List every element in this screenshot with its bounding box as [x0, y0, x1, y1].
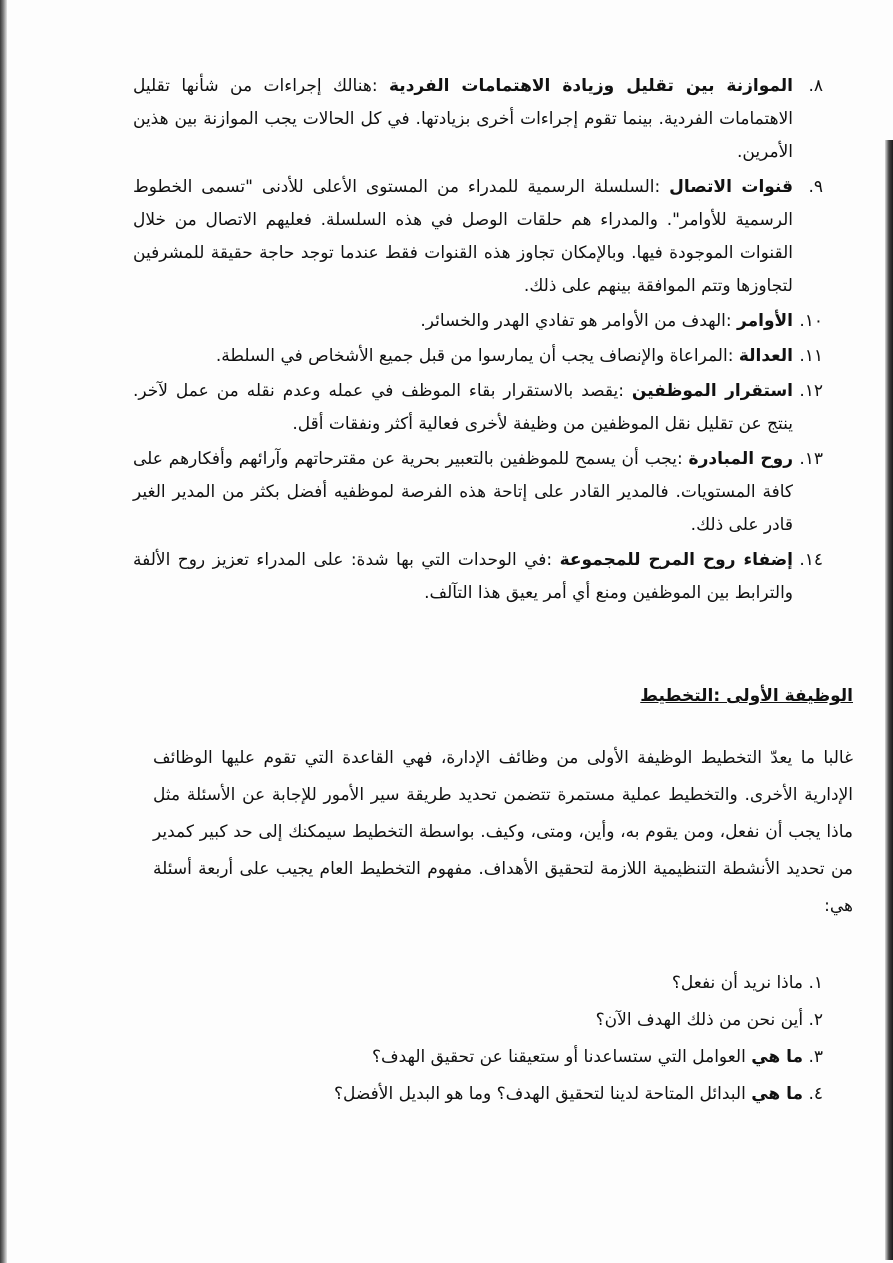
question-text: ٢. أين نحن من ذلك الهدف الآن؟	[595, 1010, 823, 1030]
item-title: قنوات الاتصال	[669, 177, 793, 197]
item-text: :هنالك إجراءات من شأنها تقليل الاهتمامات الفردية. بينما تقوم إجراءات أخرى بزيادتها. في كل الحالات يجب الموازنة بين هذين الأمرين.	[133, 76, 793, 162]
item-number: ١١.	[799, 346, 823, 366]
list-item	[133, 443, 823, 542]
item-text: :السلسلة الرسمية للمدراء من المستوى الأعلى للأدنى "تسمى الخطوط الرسمية للأوامر". والمدراء هم حلقات الوصل في هذه السلسلة. فعليهم الاتصال من خلال القنوات الموجودة فيها. وبالإمكان تجاوز هذه القنوات فقط عندما توجد حاجة حقيقة للمشرفين لتجاوزها وتتم الموافقة بينهم على ذلك.	[133, 177, 793, 296]
question-text: ٤.	[803, 1084, 823, 1104]
question-rest: العوامل التي ستساعدنا أو ستعيقنا عن تحقيق الهدف؟	[371, 1047, 752, 1067]
scan-edge-left	[0, 0, 7, 1263]
item-title: العدالة	[738, 346, 793, 366]
scan-edge-right	[885, 140, 893, 1260]
item-text: :يجب أن يسمح للموظفين بالتعبير بحرية عن مقترحاتهم وآرائهم وأفكارهم على كافة المستويات. فالمدير القادر على إتاحة هذه الفرصة لموظفيه أفضل بكثر من المدير الغير قادر على ذلك.	[133, 449, 793, 535]
question-item	[223, 1002, 823, 1039]
item-title: استقرار الموظفين	[631, 381, 794, 401]
principles-list	[133, 70, 823, 612]
item-number: ١٤.	[799, 550, 823, 570]
item-text: :في الوحدات التي بها شدة: على المدراء تعزيز روح الألفة والترابط بين الموظفين ومنع أي أمر يعيق هذا التآلف.	[133, 550, 793, 603]
question-item	[223, 1076, 823, 1113]
item-number: ١٠.	[799, 311, 823, 331]
question-bold: ما هي	[751, 1047, 804, 1067]
item-text: :يقصد بالاستقرار بقاء الموظف في عمله وعدم نقله من عمل لآخر. ينتج عن تقليل نقل الموظفين من وظيفة لأخرى فعالية أكثر ونفقات أقل.	[133, 381, 793, 434]
question-bold: ما هي	[751, 1084, 804, 1104]
list-item	[133, 305, 823, 338]
question-item	[223, 1039, 823, 1076]
list-item	[133, 340, 823, 373]
item-text: :المراعاة والإنصاف يجب أن يمارسوا من قبل جميع الأشخاص في السلطة.	[215, 346, 734, 366]
item-number: ٩.	[808, 177, 823, 197]
questions-list	[223, 965, 823, 1113]
question-item	[223, 965, 823, 1002]
section-heading: الوظيفة الأولى :التخطيط	[640, 686, 853, 706]
list-item	[133, 70, 823, 169]
item-number: ١٣.	[799, 449, 823, 469]
question-text: ٣.	[803, 1047, 823, 1067]
item-number: ٨.	[808, 76, 823, 96]
item-title: إضفاء روح المرح للمجموعة	[559, 550, 794, 570]
item-text: :الهدف من الأوامر هو تفادي الهدر والخسائر.	[420, 311, 732, 331]
list-item	[133, 375, 823, 441]
item-title: الموازنة بين تقليل وزيادة الاهتمامات الفردية	[389, 76, 793, 96]
item-title: روح المبادرة	[688, 449, 793, 469]
list-item	[133, 171, 823, 303]
item-number: ١٢.	[799, 381, 823, 401]
section-intro: غالبا ما يعدّ التخطيط الوظيفة الأولى من وظائف الإدارة، فهي القاعدة التي تقوم عليها الوظائف الإدارية الأخرى. والتخطيط عملية مستمرة تتضمن تحديد طريقة سير الأمور للإجابة عن الأسئلة مثل ماذا يجب أن نفعل، ومن يقوم به، وأين، ومتى، وكيف. بواسطة التخطيط سيمكنك إلى حد كبير كمدير من تحديد الأنشطة التنظيمية اللازمة لتحقيق الأهداف. مفهوم التخطيط العام يجيب على أربعة أسئلة هي:	[153, 748, 853, 916]
question-text: ١. ماذا نريد أن نفعل؟	[671, 973, 823, 993]
list-item	[133, 544, 823, 610]
item-title: الأوامر	[737, 311, 793, 331]
question-rest: البدائل المتاحة لدينا لتحقيق الهدف؟ وما هو البديل الأفضل؟	[334, 1084, 752, 1104]
